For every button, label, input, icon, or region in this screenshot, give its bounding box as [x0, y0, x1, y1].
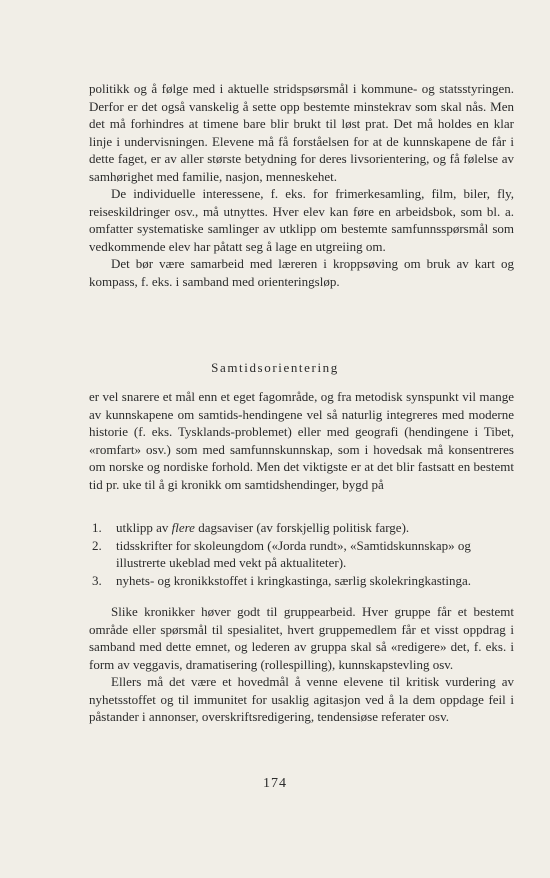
list-number: 3.	[92, 572, 102, 588]
list-text: nyhets- og kronikkstoffet i kringkastinga, særlig skolekringkastinga.	[116, 572, 472, 588]
list-item	[89, 537, 514, 572]
paragraph-critical: Ellers må det være et hovedmål å venne elevene til kritisk vurdering av nyhetsstoffet og til immunitet for usaklig agitasjon ved å la dem oppdage feil i påstander i annonser, overskriftsredigering, tendensiøse referater osv.	[89, 674, 514, 724]
paragraph-cooperation: Det bør være samarbeid med læreren i kroppsøving om bruk av kart og kompass, f. eks. i samband med orienteringsløp.	[89, 256, 514, 289]
paragraph-continued: politikk og å følge med i aktuelle stridspsørsmål i kommune- og statsstyringen. Derfor er det også vanskelig å sette opp bestemte minstekrav som skal nås. Men det må forhindres at timene bare blir brukt til løst prat. Det må holdes en klar linje i undervisningen. Elevene må få forståelsen for at de kunnskapene de får i dette faget, er av aller største betydning for deres livsorientering, og få følelse av samhørighet med familie, nasjon, menneskehet.	[89, 81, 514, 184]
bottom-paragraphs	[89, 603, 514, 726]
list-text-emphasis: flere	[171, 520, 195, 535]
list-text-start: utklipp av	[116, 520, 172, 535]
list-item	[89, 519, 514, 537]
paragraph-group-work: Slike kronikker høver godt til gruppearbeid. Hver gruppe får et bestemt område eller spørsmål til spesialitet, hvert gruppemedlem får et visst oppdrag i samband med dette emnet, og lederen av gruppa skal så «redigere» det, f. eks. i form av veggavis, dramatisering (rollespilling), kunnskapstevling osv.	[89, 604, 514, 672]
source-list	[89, 519, 514, 589]
list-item	[89, 572, 514, 590]
top-paragraphs	[89, 80, 514, 290]
list-text-end: dagsaviser (av forskjellig politisk farge).	[194, 520, 410, 535]
section-heading: Samtidsorientering	[211, 360, 339, 375]
section-intro	[89, 388, 514, 493]
list-text	[116, 519, 514, 537]
list-number: 2.	[92, 537, 102, 553]
page-number: 174	[263, 776, 287, 791]
list-text: tidsskrifter for skoleungdom («Jorda rundt», «Samtidskunnskap» og illustrerte ukeblad med vekt på aktualiteter).	[116, 537, 471, 570]
list-number: 1.	[92, 520, 102, 535]
paragraph-intro: er vel snarere et mål enn et eget fagområde, og fra metodisk synspunkt vil mange av kunnskapene om samtids-hendingene vel så naturlig integreres med moderne historie (f. eks. Tysklands-problemet) eller med geografi (hendingene i Tibet, «romfart» osv.) som med samfunnskunnskap, som i hovedsak må konsentreres om norske og nordiske forhold. Men det viktigste er at det blir fastsatt en bestemt tid pr. uke til å gi kronikk om samtidshendinger, bygd på	[89, 389, 514, 492]
paragraph-interests: De individuelle interessene, f. eks. for frimerkesamling, film, biler, fly, reiseskildringer osv., må utnyttes. Hver elev kan føre en arbeidsbok, som bl. a. omfatter systematiske samlinger av utklipp om bestemte samfunnsspørsmål som vedkommende elev har påtatt seg å lage en utgreiing om.	[89, 186, 514, 254]
